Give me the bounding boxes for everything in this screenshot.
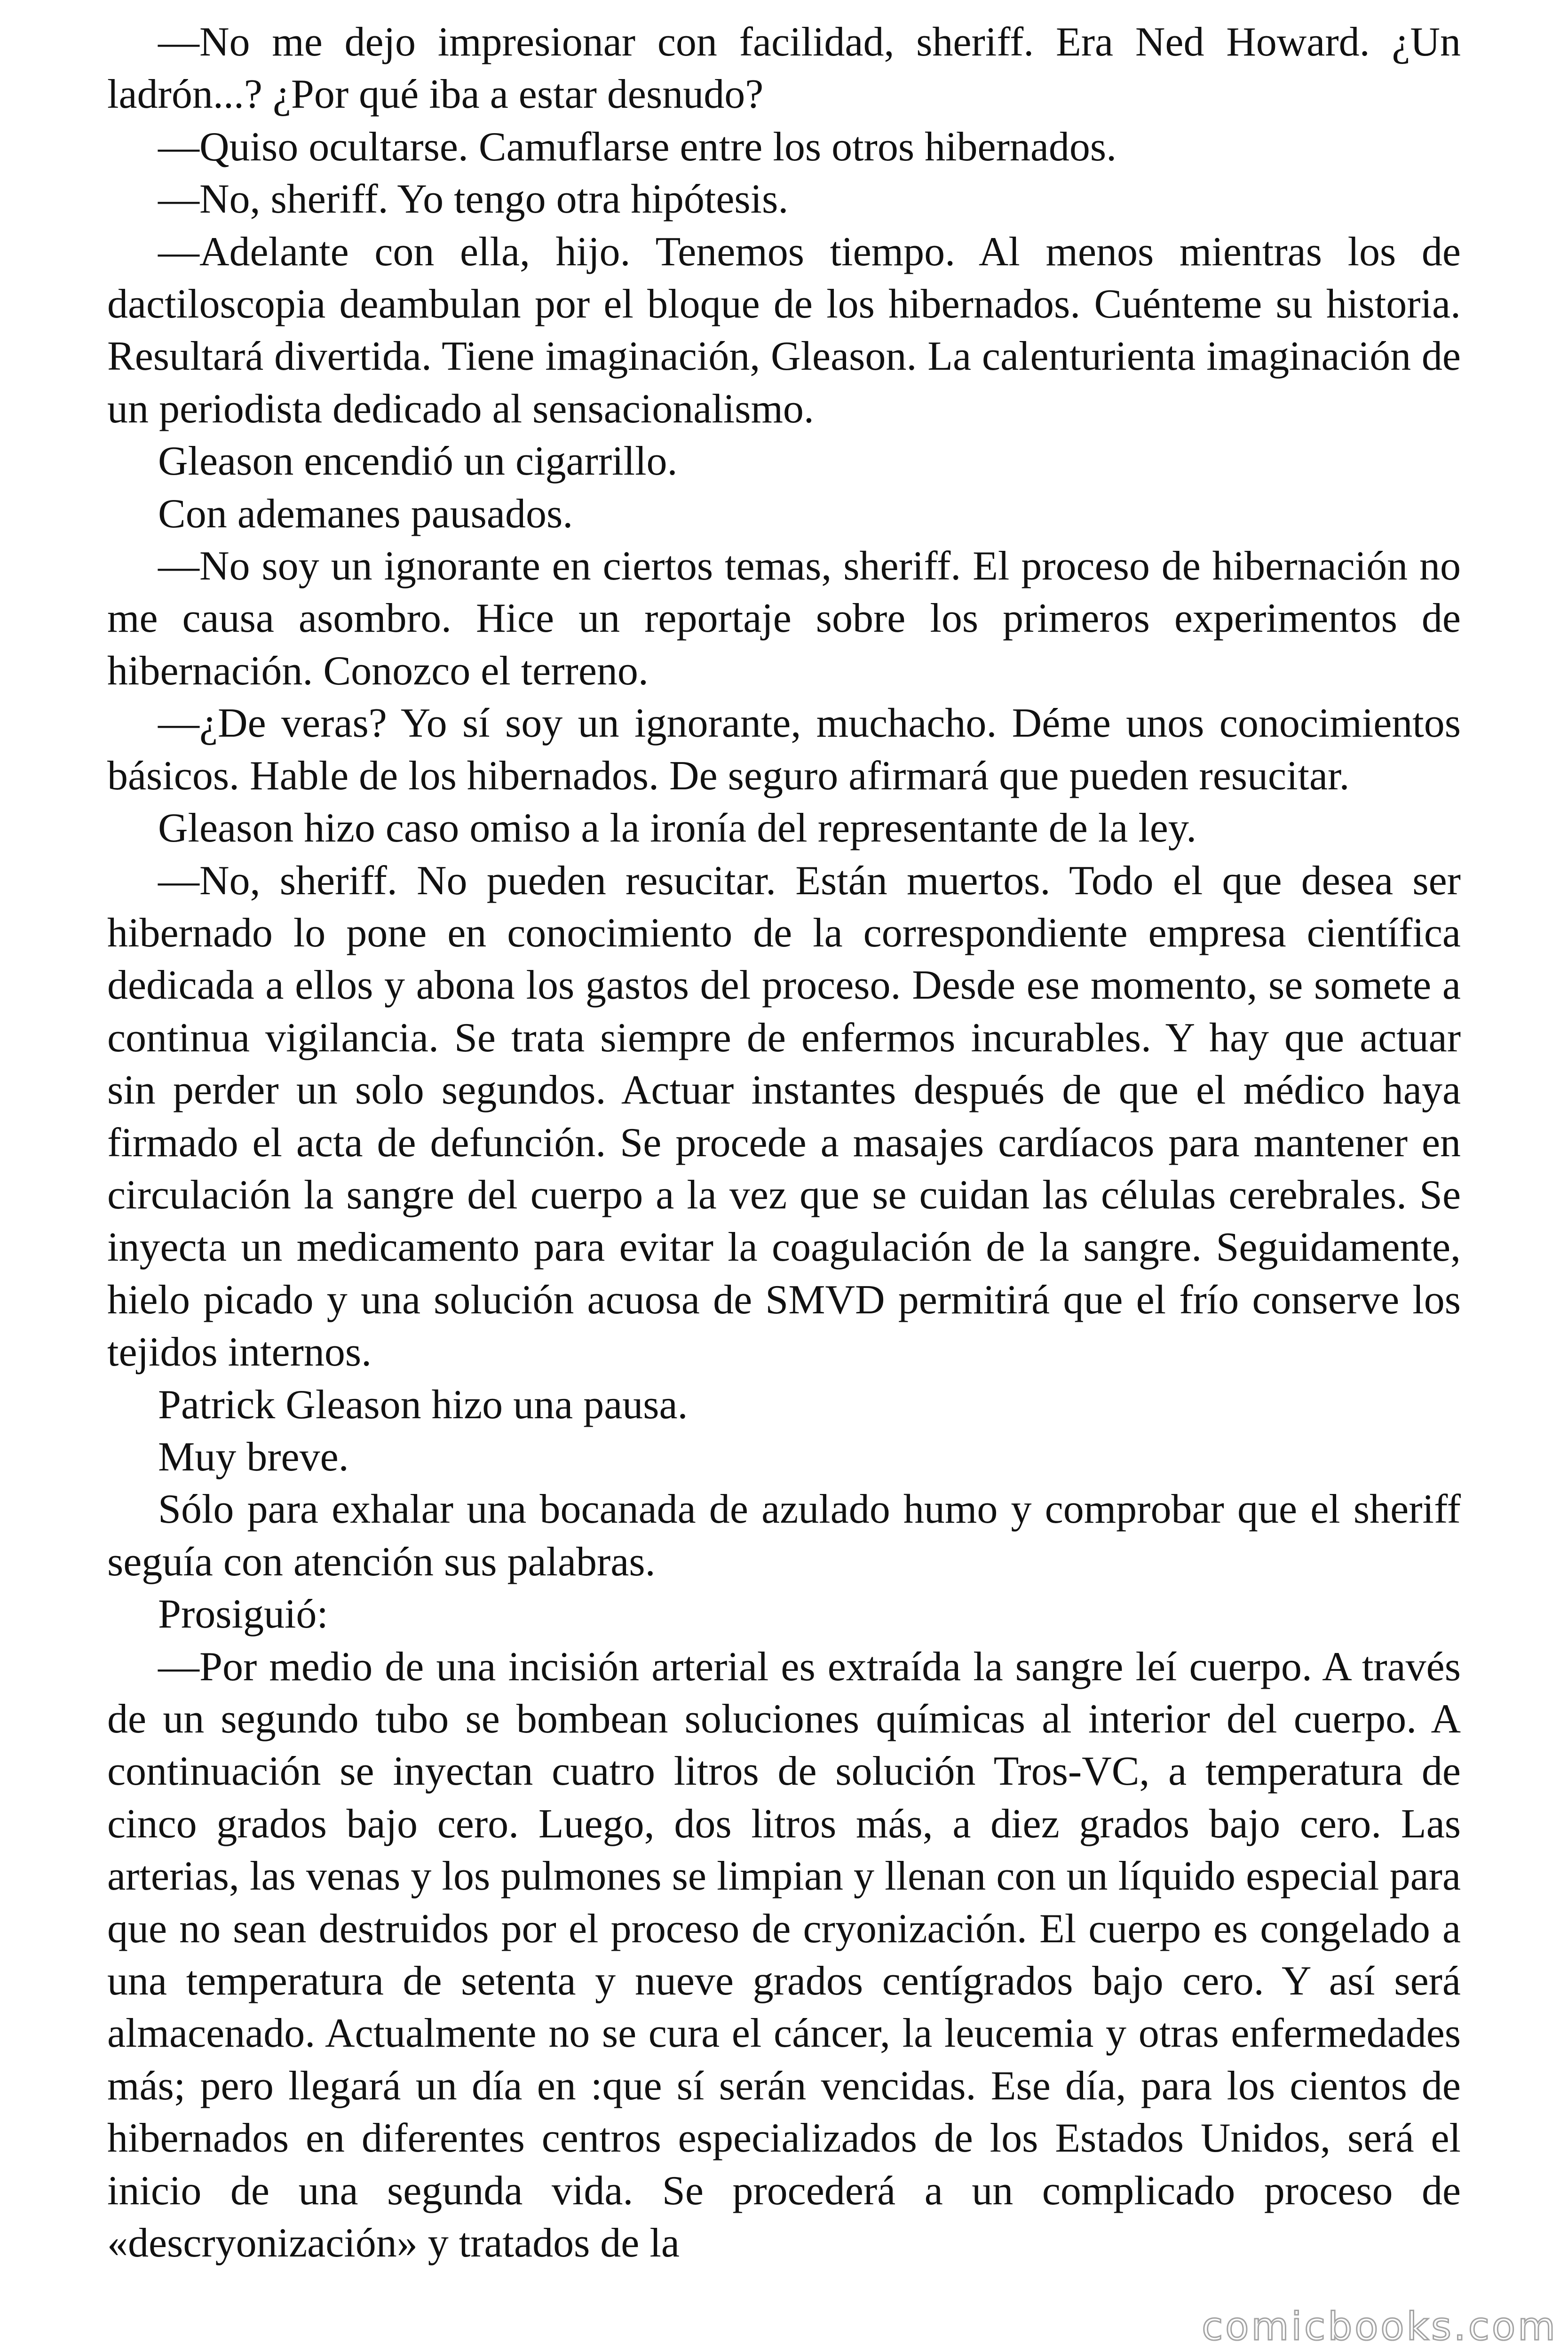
paragraph: —No, sheriff. No pueden resucitar. Están muertos. Todo el que desea ser hibernado lo pone en conocimiento de la correspondiente empresa científica dedicada a ellos y abona los gastos del proceso. Desde ese momento, se somete a continua vigilancia. Se trata siempre de enfermos incurables. Y hay que actuar sin perder un solo segundos. Actuar instantes después de que el médico haya firmado el acta de defunción. Se procede a masajes cardíacos para mantener en circulación la sangre del cuerpo a la vez que se cuidan las células cerebrales. Se inyecta un medicamento para evitar la coagulación de la sangre. Seguidamente, hielo picado y una solución acuosa de SMVD permitirá que el frío conserve los tejidos internos. <box>107 858 1461 1375</box>
watermark: comicbooks.com <box>1202 2304 1558 2349</box>
paragraph: —Adelante con ella, hijo. Tenemos tiempo. Al menos mientras los de dactiloscopia deambulan por el bloque de los hibernados. Cuénteme su historia. Resultará divertida. Tiene imaginación, Gleason. La calenturienta imaginación de un periodista dedicado al sensacionalismo. <box>107 229 1461 432</box>
paragraph: —Quiso ocultarse. Camuflarse entre los otros hibernados. <box>158 124 1117 170</box>
page-body <box>107 16 1461 2269</box>
paragraph: —No soy un ignorante en ciertos temas, sheriff. El proceso de hibernación no me causa asombro. Hice un reportaje sobre los primeros experimentos de hibernación. Conozco el terreno. <box>107 543 1461 694</box>
paragraph: Patrick Gleason hizo una pausa. <box>158 1382 688 1428</box>
paragraph: —Por medio de una incisión arterial es extraída la sangre leí cuerpo. A través de un segundo tubo se bombean soluciones químicas al interior del cuerpo. A continuación se inyectan cuatro litros de solución Tros-VC, a temperatura de cinco grados bajo cero. Luego, dos litros más, a diez grados bajo cero. Las arterias, las venas y los pulmones se limpian y llenan con un líquido especial para que no sean destruidos por el proceso de cryonización. El cuerpo es congelado a una temperatura de setenta y nueve grados centígrados bajo cero. Y así será almacenado. Actualmente no se cura el cáncer, la leucemia y otras enfermedades más; pero llegará un día en :que sí serán vencidas. Ese día, para los cientos de hibernados en diferentes centros especializados de los Estados Unidos, será el inicio de una segunda vida. Se procederá a un complicado proceso de «descryonización» y tratados de la <box>107 1644 1461 2266</box>
paragraph: Gleason hizo caso omiso a la ironía del representante de la ley. <box>158 805 1197 851</box>
paragraph: Con ademanes pausados. <box>158 491 573 537</box>
paragraph: Sólo para exhalar una bocanada de azulado humo y comprobar que el sheriff seguía con atención sus palabras. <box>107 1486 1461 1585</box>
paragraph: Muy breve. <box>158 1434 349 1480</box>
paragraph: —No, sheriff. Yo tengo otra hipótesis. <box>158 176 789 222</box>
paragraph: Gleason encendió un cigarrillo. <box>158 438 678 485</box>
paragraph: —No me dejo impresionar con facilidad, sheriff. Era Ned Howard. ¿Un ladrón...? ¿Por qué iba a estar desnudo? <box>107 19 1461 118</box>
paragraph: Prosiguió: <box>158 1591 328 1637</box>
paragraph: —¿De veras? Yo sí soy un ignorante, muchacho. Déme unos conocimientos básicos. Hable de los hibernados. De seguro afirmará que pueden resucitar. <box>107 700 1461 799</box>
